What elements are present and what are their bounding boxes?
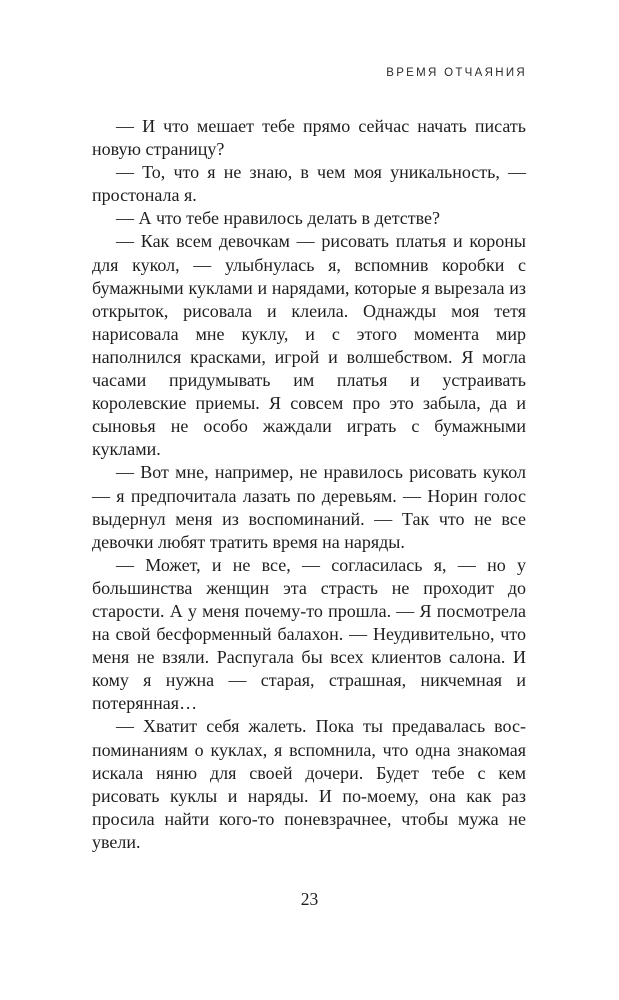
page-number: 23 xyxy=(300,889,319,909)
paragraph: — Может, и не все, — согласилась я, — но у большинства женщин эта страсть не проходит до старости. А у меня почему-то прошла. — Я посмотрела на свой бесформенный балахон. — Неудивительно, что меня не взяли. Распугала бы всех клиентов салона. И кому я нужна — старая, страшная, никчемная и потерянная… xyxy=(92,554,526,714)
paragraph: — Вот мне, например, не нравилось рисовать кукол — я предпочитала лазать по деревьям. — Норин голос выдернул меня из воспоминаний. — Так что не все девочки любят тратить время на наряды. xyxy=(92,462,526,552)
paragraph: — А что тебе нравилось делать в детстве? xyxy=(116,208,441,229)
running-title: ВРЕМЯ ОТЧАЯНИЯ xyxy=(386,67,527,79)
paragraph: — То, что я не знаю, в чем моя уникальность, — простонала я. xyxy=(92,162,526,206)
paragraph: — Как всем девочкам — рисовать платья и короны для кукол, — улыбнулась я, вспомнив коробки с бумажными куклами и нарядами, которые я вырезала из открыток, рисовала и клеила. Однажды моя тетя нарисовала мне куклу, и с этого момента мир наполнился красками, игрой и волшебством. Я могла часами придумывать им платья и устраивать королевские приемы. Я совсем про это забыла, да и сыновья не особо жаждали играть с бумажными куклами. xyxy=(92,231,526,460)
body-text xyxy=(92,115,526,854)
paragraph: — Хватит себя жалеть. Пока ты предавалась воспоминаниям о куклах, я вспомнила, что одна знакомая искала няню для своей дочери. Будет тебе с кем рисовать куклы и наряды. И по-моему, она как раз просила найти кого-то поневзрачнее, чтобы мужа не увели. xyxy=(92,716,526,852)
paragraph: — И что мешает тебе прямо сейчас начать писать новую страницу? xyxy=(92,116,526,160)
